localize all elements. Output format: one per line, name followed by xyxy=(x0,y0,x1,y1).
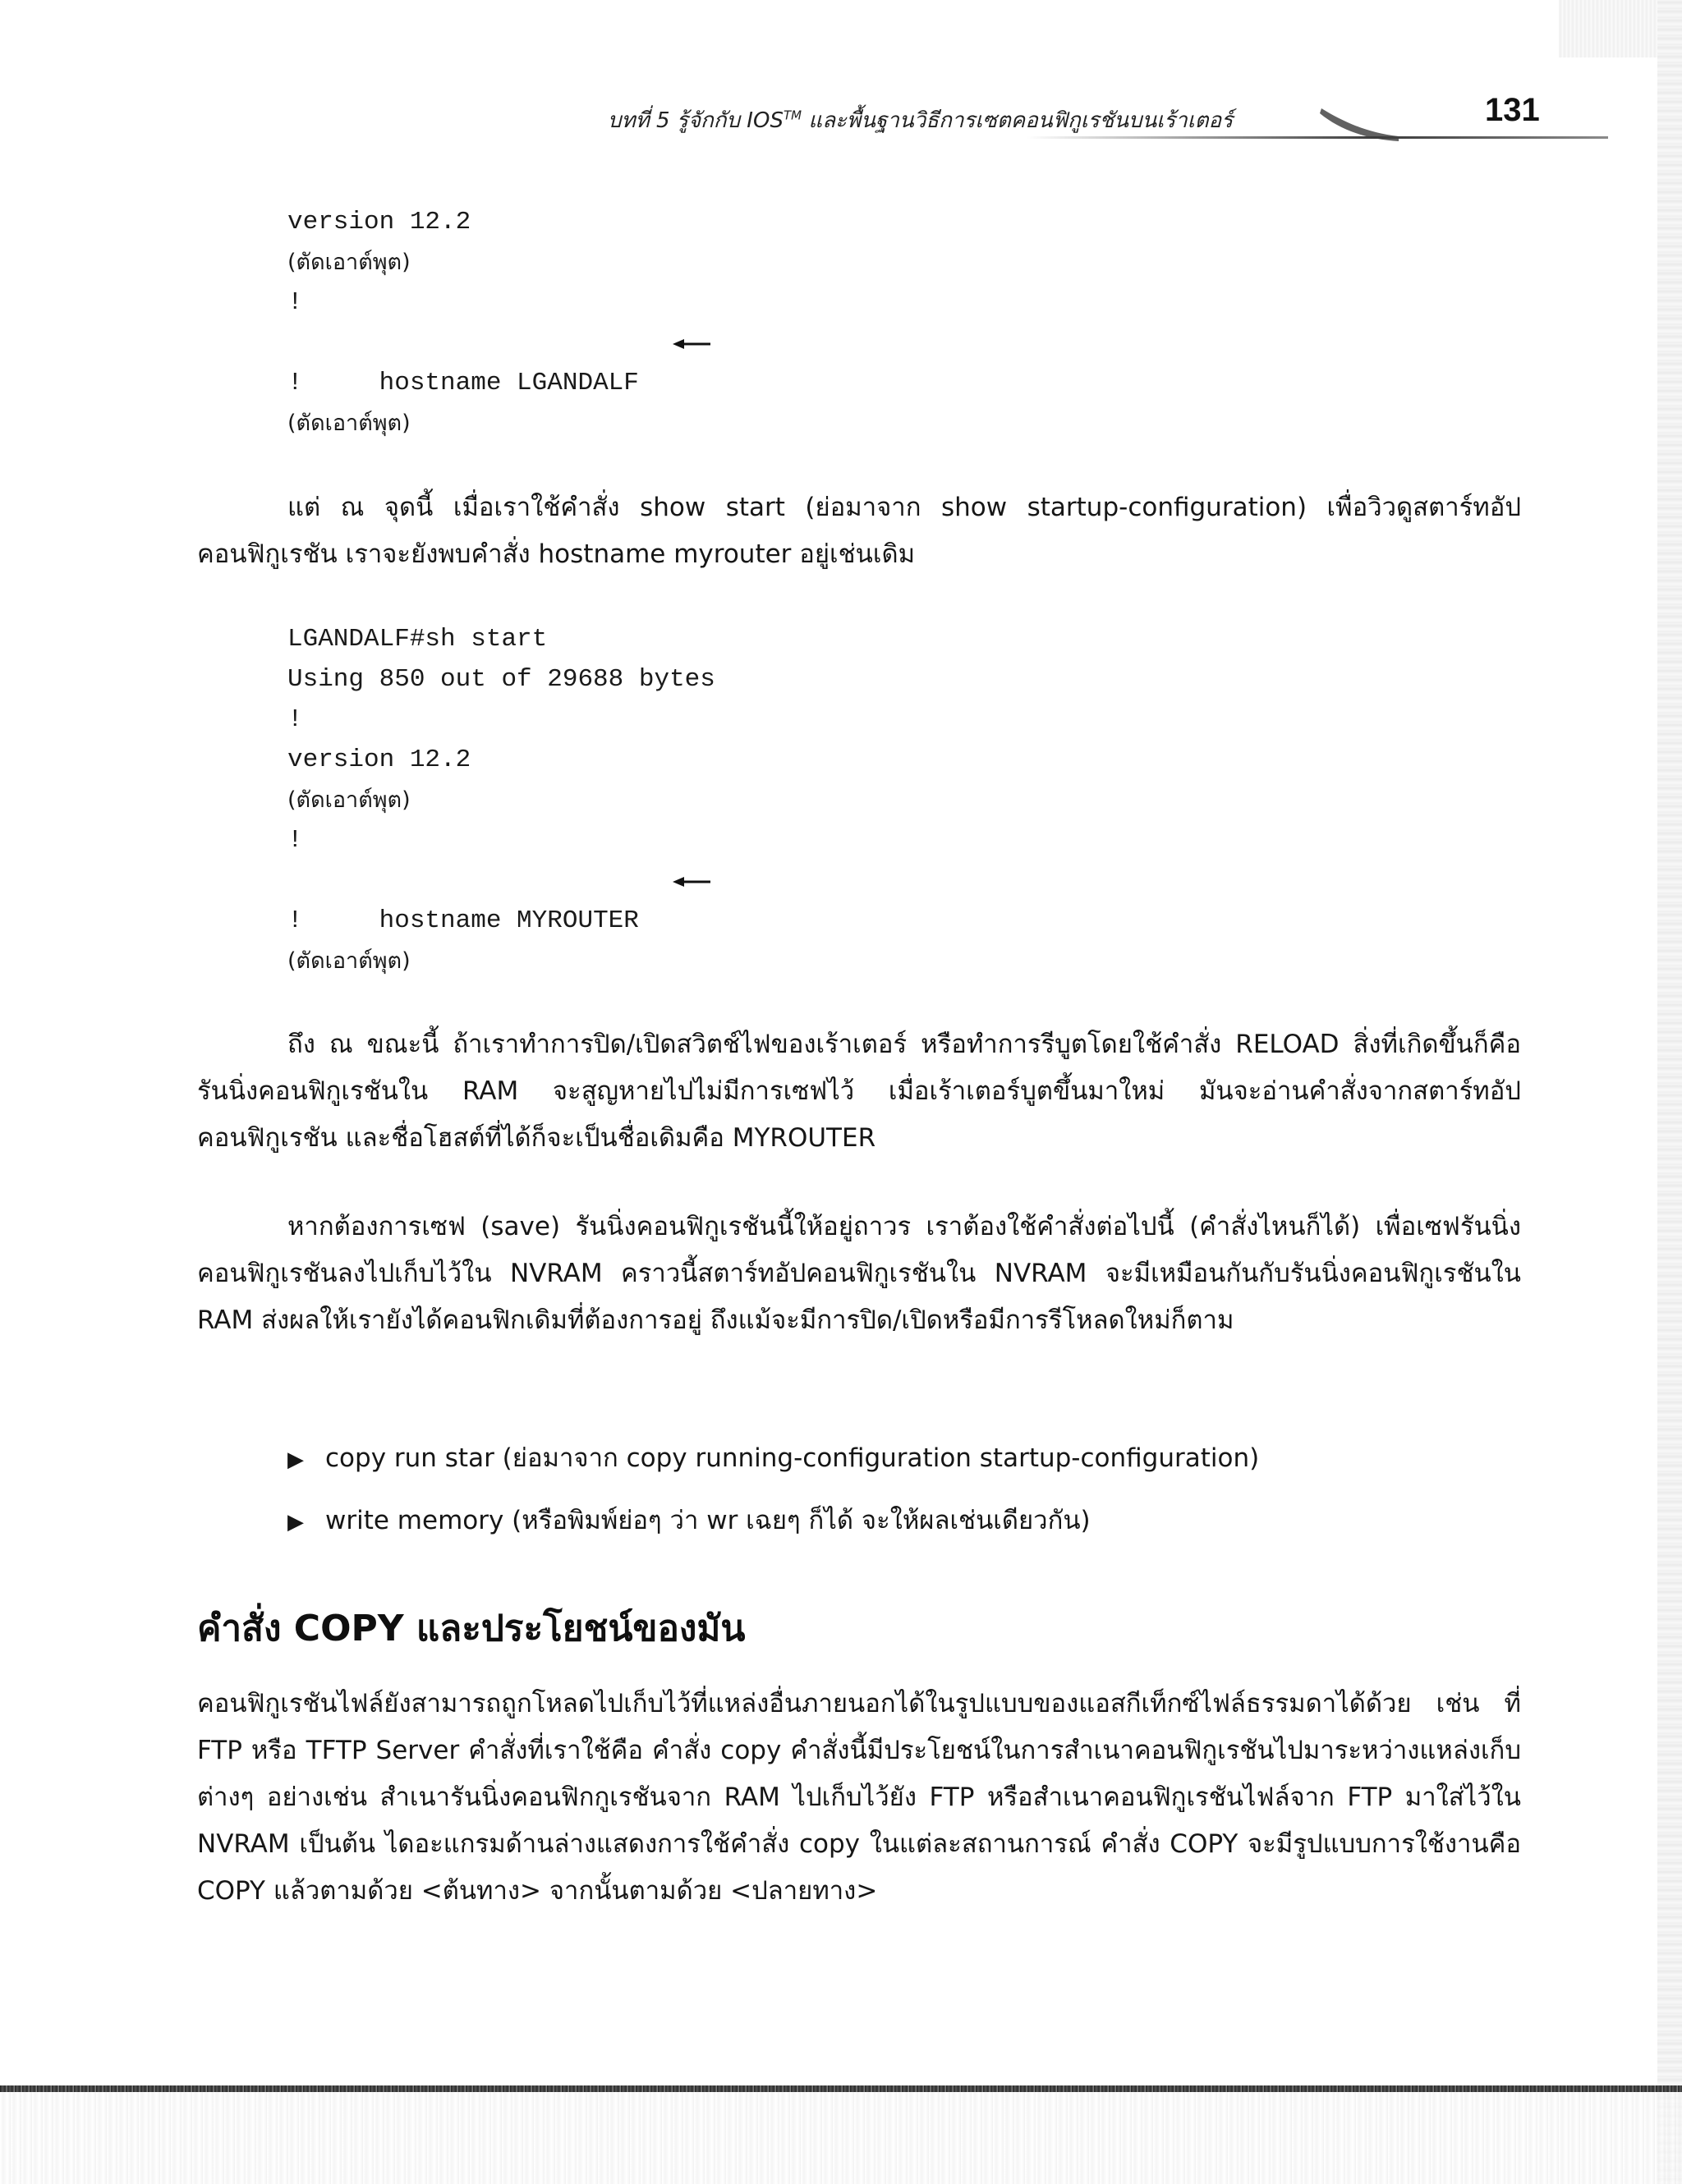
running-head-text-rest: และพื้นฐานวิธีการเซตคอนฟิกูเรชันบนเร้าเตอร์ xyxy=(802,108,1234,133)
paragraph-text: คอนฟิกูเรชันไฟล์ยังสามารถถูกโหลดไปเก็บไว้ที่แหล่งอื่นภายนอกได้ในรูปแบบของแอสกีเท็กซ์ไฟล์ธรรมดาได้ด้วย เช่น ที่ FTP หรือ TFTP Server คำสั่งที่เราใช้คือ คำสั่ง copy คำสั่งนี้มีประโยชน์ในการสำเนาคอนฟิกูเรชันไปมาระหว่างแหล่งเก็บต่างๆ อย่างเช่น สำเนารันนิ่งคอนฟิกกูเรชันจาก RAM ไปเก็บไว้ยัง FTP หรือสำเนาคอนฟิกูเรชันไฟล์จาก FTP มาใส่ไว้ใน NVRAM เป็นต้น ไดอะแกรมด้านล่างแสดงการใช้คำสั่ง copy ในแต่ละสถานการณ์ คำสั่ง COPY จะมีรูปแบบการใช้งานคือ COPY แล้วตามด้วย <ต้นทาง> จากนั้นตามด้วย <ปลายทาง> xyxy=(197,1689,1521,1906)
bullet-item xyxy=(287,1504,1091,1539)
paragraph-text: หากต้องการเซฟ (save) รันนิ่งคอนฟิกูเรชันนี้ให้อยู่ถาวร เราต้องใช้คำสั่งต่อไปนี้ (คำสั่งไหนก็ได้) เพื่อเซฟรันนิ่งคอนฟิกูเรชันลงไปเก็บไว้ใน NVRAM คราวนี้สตาร์ทอัปคอนฟิกูเรชันใน NVRAM จะมีเหมือนกันกับรันนิ่งคอนฟิกูเรชันใน RAM ส่งผลให้เรายังได้คอนฟิกเดิมที่ต้องการอยู่ ถึงแม้จะมีการปิด/เปิดหรือมีการรีโหลดใหม่ก็ตาม xyxy=(197,1212,1521,1335)
code-line: ! xyxy=(287,826,303,855)
code-line: version 12.2 xyxy=(287,208,471,236)
paragraph-text: ถึง ณ ขณะนี้ ถ้าเราทำการปิด/เปิดสวิตช์ไฟของเร้าเตอร์ หรือทำการรีบูตโดยใช้คำสั่ง RELOAD สิ่งที่เกิดขึ้นก็คือ รันนิ่งคอนฟิกูเรชันใน RAM จะสูญหายไปไม่มีการเซฟไว้ เมื่อเร้าเตอร์บูตขึ้นมาใหม่ มันจะอ่านคำสั่งจากสตาร์ทอัปคอนฟิกูเรชัน และชื่อโฮสต์ที่ได้ก็จะเป็นชื่อเดิมคือ MYROUTER xyxy=(197,1030,1521,1153)
running-head-text: บทที่ 5 รู้จักกับ IOS xyxy=(608,108,784,133)
code-line-hostname xyxy=(287,860,715,935)
section-heading: คำสั่ง COPY และประโยชน์ของมัน xyxy=(197,1608,746,1649)
code-line: ! xyxy=(287,906,303,935)
code-line-hostname xyxy=(287,323,639,397)
code-line: (ตัดเอาต์พุต) xyxy=(287,948,411,974)
paragraph-3 xyxy=(197,1204,1521,1344)
code-line: ! xyxy=(287,369,303,397)
bullet-item xyxy=(287,1442,1259,1476)
code-line: (ตัดเอาต์พุต) xyxy=(287,787,411,813)
trademark-mark: TM xyxy=(783,108,802,123)
code-line: ! xyxy=(287,705,303,734)
code-block-1 xyxy=(287,202,639,443)
code-text: hostname MYROUTER xyxy=(379,906,639,935)
scan-noise xyxy=(1559,0,1657,57)
code-line: Using 850 out of 29688 bytes xyxy=(287,665,715,694)
code-text: hostname LGANDALF xyxy=(379,369,639,397)
paragraph-1 xyxy=(197,484,1521,578)
bottom-rule xyxy=(0,2085,1682,2092)
code-line: (ตัดเอาต์พุต) xyxy=(287,411,411,436)
left-arrow-icon xyxy=(669,323,712,363)
header-rule xyxy=(1027,136,1608,139)
scan-edge xyxy=(1657,0,1682,2184)
code-line: LGANDALF#sh start xyxy=(287,625,548,654)
running-head xyxy=(608,103,1347,137)
bullet-text: write memory (หรือพิมพ์ย่อๆ ว่า wr เฉยๆ ก็ได้ จะให้ผลเช่นเดียวกัน) xyxy=(325,1506,1091,1535)
bullet-text: copy run star (ย่อมาจาก copy running-configuration startup-configuration) xyxy=(325,1443,1260,1473)
code-block-2 xyxy=(287,619,715,981)
scan-noise xyxy=(0,2092,1682,2184)
code-line: ! xyxy=(287,288,303,317)
left-arrow-icon xyxy=(669,860,712,901)
paragraph-2 xyxy=(197,1021,1521,1162)
paragraph-text: แต่ ณ จุดนี้ เมื่อเราใช้คำสั่ง show start (ย่อมาจาก show startup-configuration) เพื่อวิวดูสตาร์ทอัปคอนฟิกูเรชัน เราจะยังพบคำสั่ง hostname myrouter อยู่เช่นเดิม xyxy=(197,493,1521,569)
paragraph-4 xyxy=(197,1681,1521,1915)
code-line: version 12.2 xyxy=(287,746,471,774)
bullet-triangle-icon: ▶ xyxy=(287,1448,304,1472)
page-number: 131 xyxy=(1485,92,1540,128)
code-line: (ตัดเอาต์พุต) xyxy=(287,250,411,275)
bullet-triangle-icon: ▶ xyxy=(287,1510,304,1535)
